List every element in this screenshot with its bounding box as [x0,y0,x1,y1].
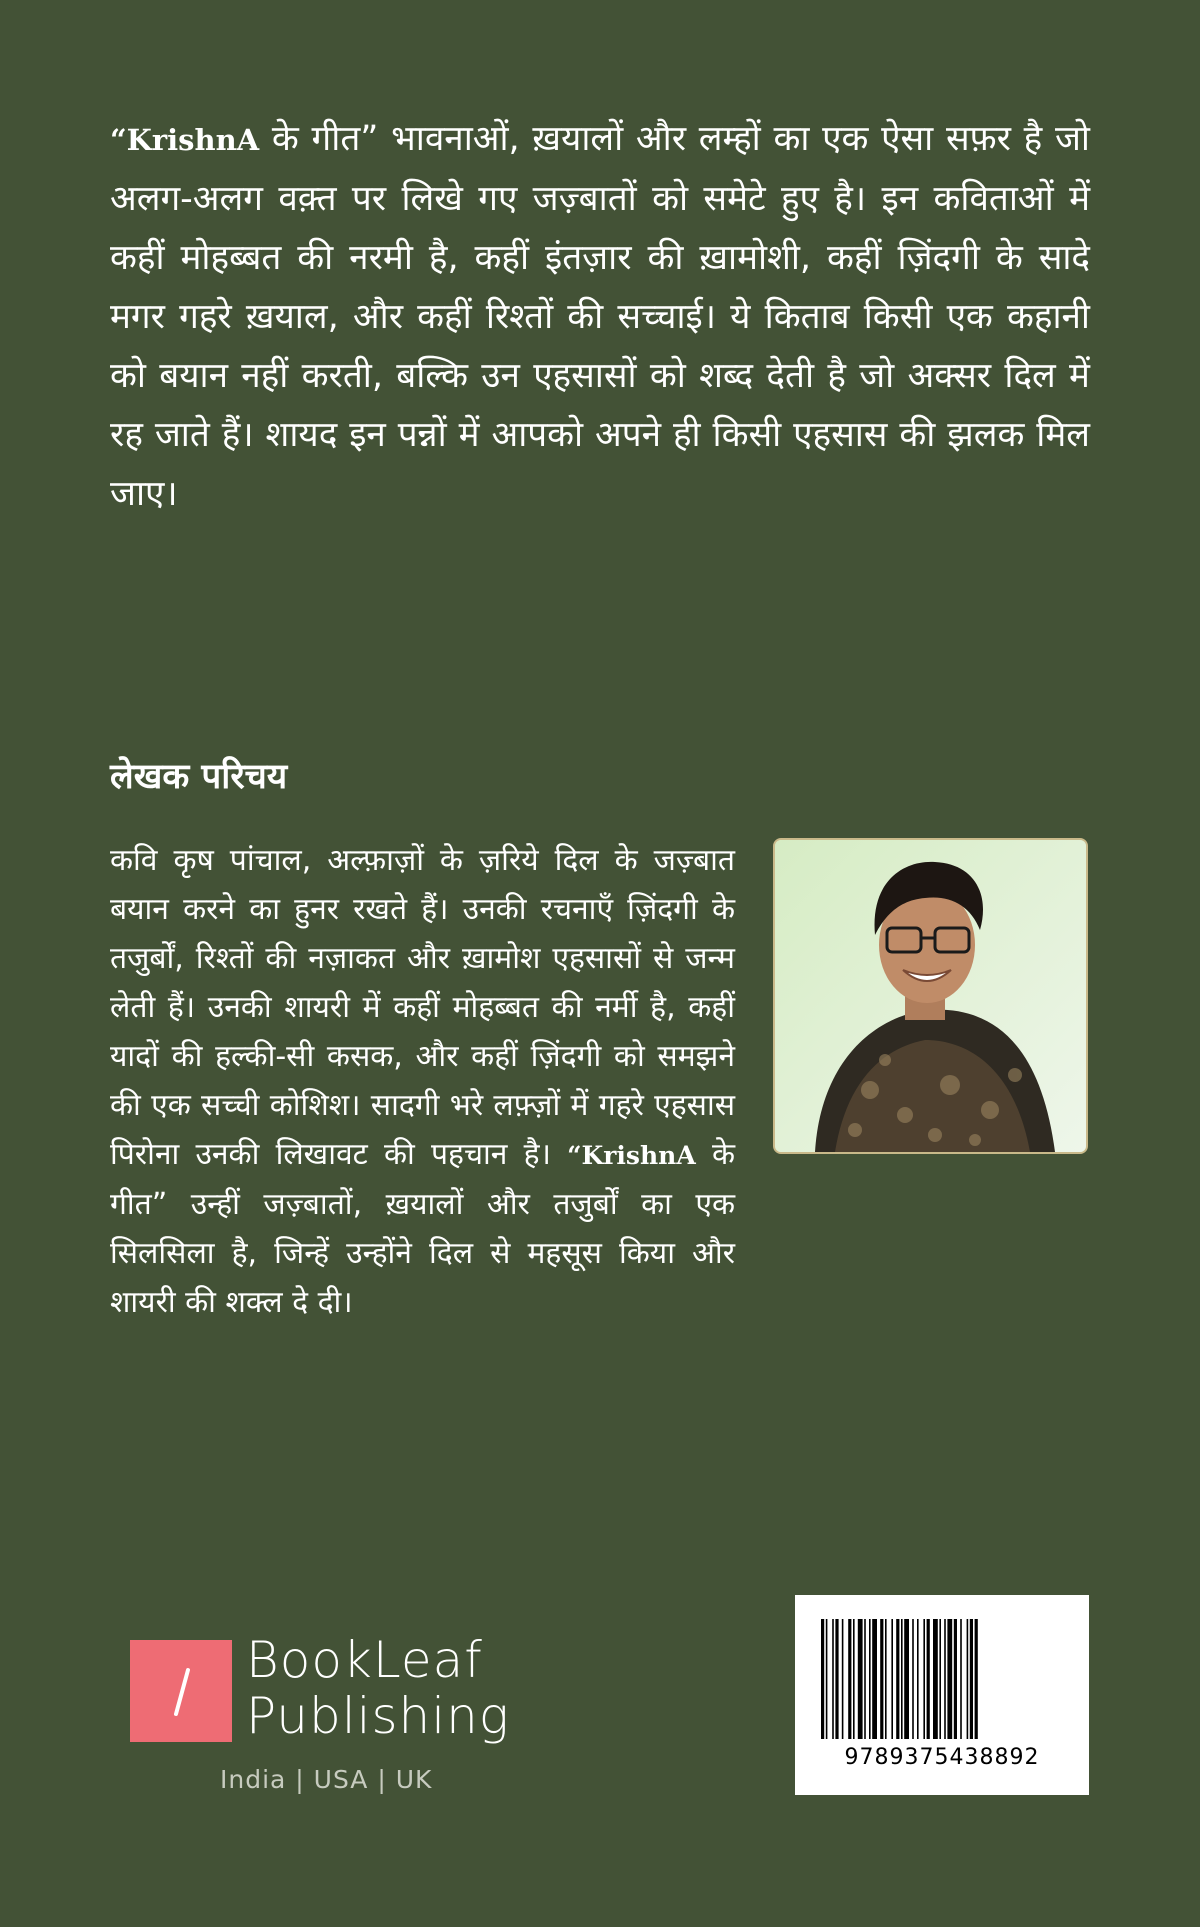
author-bio-part1: कवि कृष पांचाल, अल्फ़ाज़ों के ज़रिये दिल के जज़्बात बयान करने का हुनर रखते हैं। उनकी रचनाएँ ज़िंदगी के तजुर्बों, रिश्तों की नज़ाकत और ख़ामोश एहसासों से जन्म लेती हैं। उनकी शायरी में कहीं मोहब्बत की नर्मी है, कहीं यादों की हल्की-सी कसक, और कहीं ज़िंदगी को समझने की एक सच्ची कोशिश। सादगी भरे लफ़्ज़ों में गहरे एहसास पिरोना उनकी लिखावट की पहचान है। [110,843,735,1172]
barcode-bar [912,1619,914,1739]
barcode [795,1595,1089,1795]
barcode-bar [891,1619,893,1739]
barcode-bar [927,1619,930,1739]
author-bio [110,836,735,1327]
barcode-bar [885,1619,887,1739]
barcode-bar [960,1619,962,1739]
publisher-logo-text [246,1632,510,1744]
author-bio-part2: उन्हीं जज़्बातों, ख़यालों और तजुर्बों का एक सिलसिला है, जिन्हें उन्होंने दिल से महसूस किया और शायरी की शक्ल दे दी। [110,1187,735,1320]
barcode-bar [975,1619,978,1739]
publisher-name-line1: BookLeaf [246,1631,483,1689]
barcode-bar [821,1619,824,1739]
publisher-name-line2: Publishing [246,1687,510,1745]
barcode-bar [970,1619,973,1739]
barcode-bar [872,1619,877,1739]
barcode-bar [944,1619,946,1739]
isbn-number: 9789375438892 [844,1745,1040,1770]
barcode-bar [904,1619,909,1739]
author-heading: लेखक परिचय [110,757,288,797]
publisher-regions: India | USA | UK [220,1765,433,1794]
barcode-bar [939,1619,941,1739]
barcode-bars-icon [819,1619,1065,1739]
barcode-bar [826,1619,828,1739]
barcode-bar [848,1619,851,1739]
barcode-bar [864,1619,866,1739]
barcode-bar [835,1619,838,1739]
barcode-bar [933,1619,938,1739]
barcode-bar [880,1619,883,1739]
barcode-bar [967,1619,969,1739]
bookleaf-logo-icon [130,1640,232,1742]
blurb-text: भावनाओं, ख़यालों और लम्हों का एक ऐसा सफ़र है जो अलग-अलग वक़्त पर लिखे गए जज़्बातों को समेटे हुए है। इन कविताओं में कहीं मोहब्बत की नरमी है, कहीं इंतज़ार की ख़ामोशी, कहीं ज़िंदगी के सादे मगर गहरे ख़याल, और कहीं रिश्तों की सच्चाई। ये किताब किसी एक कहानी को बयान नहीं करती, बल्कि उन एहसासों को शब्द देती है जो अक्सर दिल में रह जाते हैं। शायद इन पन्नों में आपको अपने ही किसी एहसास की झलक मिल जाए। [110,119,1090,514]
bio-book-title-hindi: के गीत” [110,1137,735,1222]
barcode-bar [832,1619,834,1739]
barcode-bar [954,1619,957,1739]
barcode-bar [923,1619,925,1739]
barcode-bar [917,1619,919,1739]
barcode-bar [853,1619,855,1739]
barcode-bar [869,1619,871,1739]
blurb-paragraph [110,110,1090,524]
book-title-hindi: के गीत” [259,119,379,159]
book-title-latin: “KrishnA [110,123,260,157]
barcode-bar [842,1619,844,1739]
author-photo [773,838,1088,1154]
barcode-bar [901,1619,903,1739]
barcode-bar [896,1619,899,1739]
bio-book-title-latin: “KrishnA [567,1141,696,1170]
barcode-bar [858,1619,863,1739]
barcode-bar [947,1619,952,1739]
